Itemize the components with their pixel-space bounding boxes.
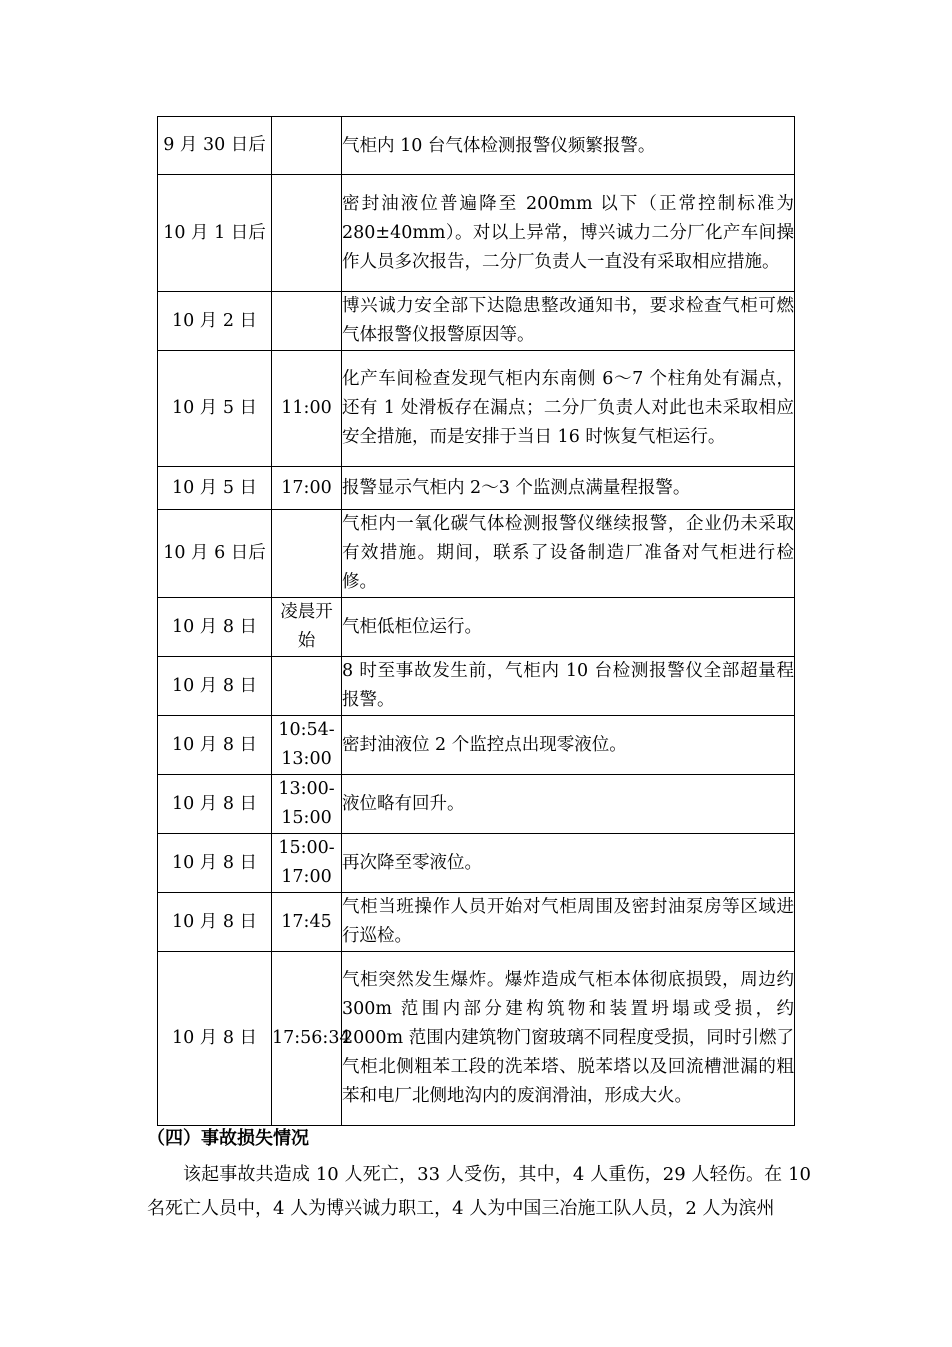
row-description: 气柜内 10 台气体检测报警仪频繁报警。 bbox=[342, 117, 795, 175]
row-description: 液位略有回升。 bbox=[342, 775, 795, 834]
row-description: 8 时至事故发生前，气柜内 10 台检测报警仪全部超量程报警。 bbox=[342, 657, 795, 716]
row-description: 报警显示气柜内 2～3 个监测点满量程报警。 bbox=[342, 467, 795, 510]
row-date: 10 月 8 日 bbox=[158, 775, 272, 834]
row-time bbox=[272, 117, 342, 175]
section-heading: （四）事故损失情况 bbox=[147, 1128, 309, 1149]
table-row bbox=[158, 598, 795, 657]
table-row bbox=[158, 775, 795, 834]
row-description: 博兴诚力安全部下达隐患整改通知书，要求检查气柜可燃气体报警仪报警原因等。 bbox=[342, 292, 795, 351]
row-description: 密封油液位普遍降至 200mm 以下（正常控制标准为 280±40mm）。对以上异常，博兴诚力二分厂化产车间操作人员多次报告，二分厂负责人一直没有采取相应措施。 bbox=[342, 175, 795, 292]
row-description: 化产车间检查发现气柜内东南侧 6～7 个柱角处有漏点，还有 1 处滑板存在漏点；二分厂负责人对此也未采取相应安全措施，而是安排于当日 16 时恢复气柜运行。 bbox=[342, 351, 795, 467]
row-description: 气柜当班操作人员开始对气柜周围及密封油泵房等区域进行巡检。 bbox=[342, 893, 795, 952]
row-date: 9 月 30 日后 bbox=[158, 117, 272, 175]
table-row bbox=[158, 834, 795, 893]
table-row bbox=[158, 467, 795, 510]
row-time: 15:00-17:00 bbox=[272, 834, 342, 893]
table-row bbox=[158, 716, 795, 775]
row-time bbox=[272, 657, 342, 716]
row-description: 密封油液位 2 个监控点出现零液位。 bbox=[342, 716, 795, 775]
row-date: 10 月 8 日 bbox=[158, 893, 272, 952]
table-row bbox=[158, 510, 795, 598]
row-time bbox=[272, 292, 342, 351]
table-row bbox=[158, 175, 795, 292]
row-time: 10:54-13:00 bbox=[272, 716, 342, 775]
row-description: 气柜内一氧化碳气体检测报警仪继续报警，企业仍未采取有效措施。期间，联系了设备制造厂准备对气柜进行检修。 bbox=[342, 510, 795, 598]
row-description: 气柜低柜位运行。 bbox=[342, 598, 795, 657]
body-paragraph: 该起事故共造成 10 人死亡，33 人受伤，其中，4 人重伤，29 人轻伤。在 10 名死亡人员中，4 人为博兴诚力职工，4 人为中国三冶施工队人员，2 人为滨州 bbox=[147, 1164, 811, 1219]
row-time: 17:45 bbox=[272, 893, 342, 952]
row-time bbox=[272, 175, 342, 292]
row-date: 10 月 8 日 bbox=[158, 716, 272, 775]
table-row bbox=[158, 893, 795, 952]
row-time: 凌晨开始 bbox=[272, 598, 342, 657]
row-time: 17:56:34 bbox=[272, 952, 342, 1126]
row-time: 11:00 bbox=[272, 351, 342, 467]
row-time bbox=[272, 510, 342, 598]
row-date: 10 月 8 日 bbox=[158, 598, 272, 657]
row-date: 10 月 8 日 bbox=[158, 834, 272, 893]
row-description: 气柜突然发生爆炸。爆炸造成气柜本体彻底损毁，周边约 300m 范围内部分建构筑物和装置坍塌或受损，约 2000m 范围内建筑物门窗玻璃不同程度受损，同时引燃了气柜北侧粗苯工段的洗苯塔、脱苯塔以及回流槽泄漏的粗苯和电厂北侧地沟内的废润滑油，形成大火。 bbox=[342, 952, 795, 1126]
table-row bbox=[158, 292, 795, 351]
table-row bbox=[158, 952, 795, 1126]
table-row bbox=[158, 117, 795, 175]
row-description: 再次降至零液位。 bbox=[342, 834, 795, 893]
row-date: 10 月 5 日 bbox=[158, 467, 272, 510]
row-date: 10 月 5 日 bbox=[158, 351, 272, 467]
row-date: 10 月 6 日后 bbox=[158, 510, 272, 598]
row-date: 10 月 2 日 bbox=[158, 292, 272, 351]
row-date: 10 月 8 日 bbox=[158, 657, 272, 716]
row-time: 17:00 bbox=[272, 467, 342, 510]
row-date: 10 月 8 日 bbox=[158, 952, 272, 1126]
table-row bbox=[158, 657, 795, 716]
table-row bbox=[158, 351, 795, 467]
event-timeline-table bbox=[157, 116, 795, 1126]
row-time: 13:00-15:00 bbox=[272, 775, 342, 834]
row-date: 10 月 1 日后 bbox=[158, 175, 272, 292]
